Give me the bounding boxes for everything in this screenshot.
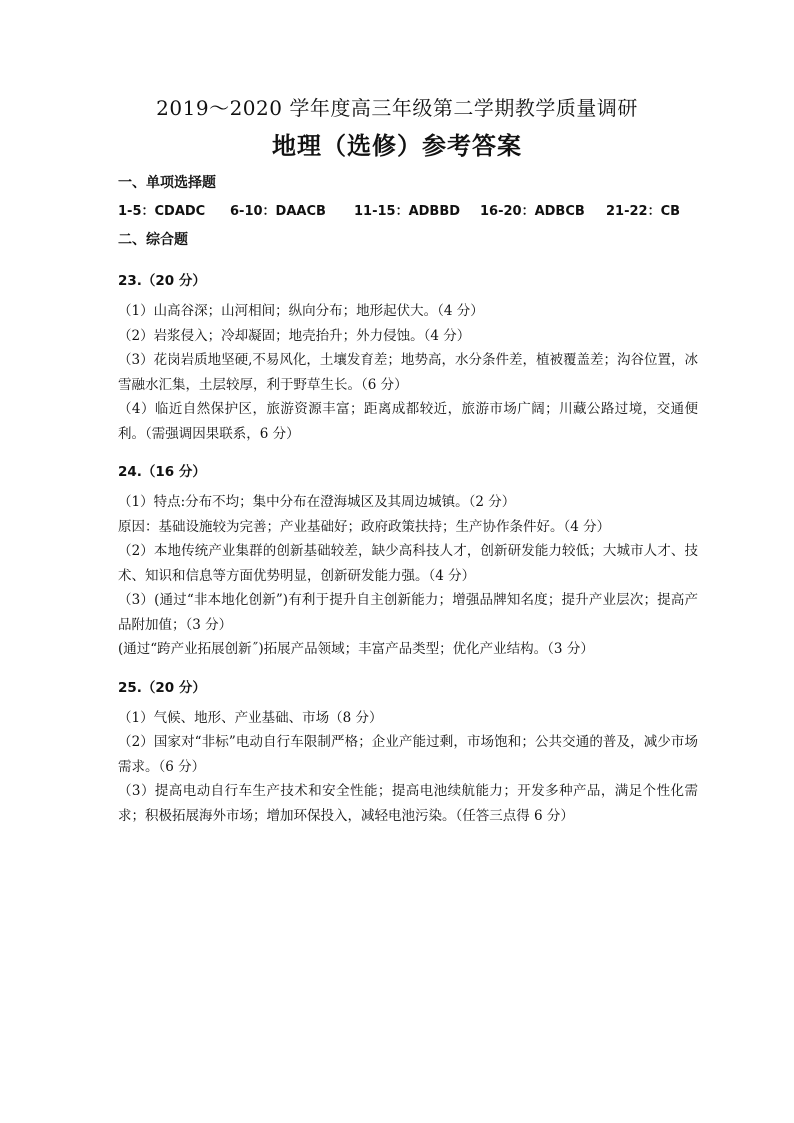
mc-answer-group: 1-5：CDADC [118,204,206,219]
question-23-heading: 23.（20 分） [118,273,206,289]
mc-answer-group: 6-10：DAACB [230,204,326,219]
section-heading-multiple-choice: 一、单项选择题 [118,175,216,191]
question-25-heading: 25.（20 分） [118,679,206,696]
q24-answer-1: （1）特点:分布不均；集中分布在澄海城区及其周边城镇。（2 分） [118,494,516,510]
q24-answer-3b: (通过“跨产业拓展创新˝)拓展产品领域；丰富产品类型；优化产业结构。（3 分） [118,641,594,657]
q25-answer-3: （3）提高电动自行车生产技术和安全性能；提高电池续航能力；开发多种产品，满足个性化需求；积极拓展海外市场；增加环保投入，减轻电池污染。（任答三点得 6 分） [118,783,698,824]
document-subtitle: 地理（选修）参考答案 [272,131,522,160]
q23-answer-1: （1）山高谷深；山河相间；纵向分布；地形起伏大。（4 分） [118,303,484,319]
q23-answer-3: （3）花岗岩质地坚硬,不易风化，土壤发育差；地势高，水分条件差，植被覆盖差；沟谷位置，冰雪融水汇集，土层较厚，利于野草生长。（6 分） [118,352,698,393]
section-heading-comprehensive: 二、综合题 [118,232,188,248]
document-title: 2019～2020 学年度高三年级第二学期教学质量调研 [156,96,638,120]
q24-answer-1-reason: 原因：基础设施较为完善；产业基础好；政府政策扶持；生产协作条件好。（4 分） [118,518,611,535]
q23-answer-4: （4）临近自然保护区，旅游资源丰富；距离成都较近，旅游市场广阔；川藏公路过境，交通便利。（需强调因果联系，6 分） [118,401,698,442]
mc-answer-group: 21-22：CB [606,204,681,219]
multiple-choice-answers [118,197,698,227]
q25-answer-1: （1）气候、地形、产业基础、市场（8 分） [118,709,383,726]
mc-answer-group: 16-20：ADBCB [480,204,585,219]
q24-answer-2: （2）本地传统产业集群的创新基础较差，缺少高科技人才，创新研发能力较低；大城市人才、技术、知识和信息等方面优势明显，创新研发能力强。（4 分） [118,543,698,584]
answer-content [118,170,698,828]
q23-answer-2: （2）岩浆侵入；冷却凝固；地壳抬升；外力侵蚀。（4 分） [118,327,471,344]
q24-answer-3a: （3）(通过“非本地化创新”)有利于提升自主创新能力；增强品牌知名度；提升产业层次；提高产品附加值；（3 分） [118,592,698,633]
q25-answer-2: （2）国家对“非标”电动自行车限制严格；企业产能过剩，市场饱和；公共交通的普及，减少市场需求。（6 分） [118,734,698,775]
question-24-heading: 24.（16 分） [118,464,206,480]
mc-answer-group: 11-15：ADBBD [354,204,461,219]
